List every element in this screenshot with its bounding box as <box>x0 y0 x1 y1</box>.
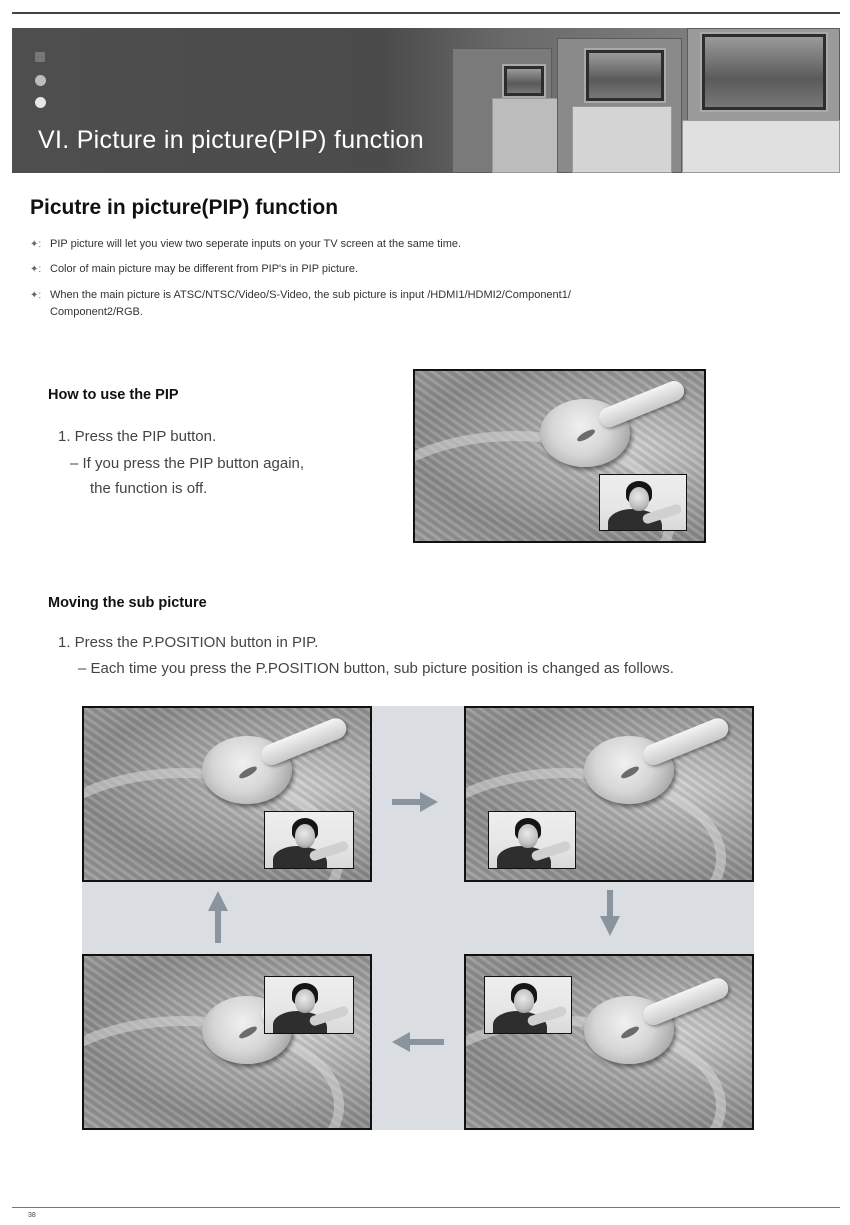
banner-dot-icon <box>35 75 46 86</box>
banner-tv-graphic <box>700 32 828 112</box>
pip-position-top-right <box>82 954 372 1130</box>
bullet-item <box>30 237 461 252</box>
top-divider <box>12 12 840 14</box>
banner-stand-graphic <box>682 120 840 173</box>
banner-tv-graphic <box>584 48 666 103</box>
how-to-step-1: 1. Press the PIP button. <box>58 428 217 445</box>
sub-picture <box>264 976 354 1034</box>
chapter-title: VI. Picture in picture(PIP) function <box>38 126 424 154</box>
banner-tv-graphic <box>502 64 546 98</box>
banner-stand-graphic <box>572 106 672 173</box>
pip-position-bottom-left <box>464 706 754 882</box>
bullet-text: PIP picture will let you view two seperate inputs on your TV screen at the same time. <box>50 238 462 250</box>
banner-dot-icon <box>35 97 46 108</box>
chapter-banner <box>12 28 840 173</box>
bullet-item <box>30 288 571 303</box>
sub-picture <box>264 811 354 869</box>
moving-heading: Moving the sub picture <box>48 595 207 611</box>
moving-step-1-note: – Each time you press the P.POSITION button, sub picture position is changed as follows. <box>78 660 674 677</box>
sub-picture <box>488 811 576 869</box>
how-to-step-1-note: the function is off. <box>90 480 208 497</box>
bullet-item <box>30 262 358 277</box>
pip-position-bottom-right <box>82 706 372 882</box>
bullet-text: Color of main picture may be different from PIP's in PIP picture. <box>50 263 358 275</box>
pip-example-picture <box>413 369 706 543</box>
sub-picture <box>484 976 572 1034</box>
how-to-step-1-note: – If you press the PIP button again, <box>70 455 305 472</box>
pip-position-top-left <box>464 954 754 1130</box>
bottom-divider <box>12 1207 840 1208</box>
sparkle-icon: ✦: <box>30 239 42 250</box>
moving-step-1: 1. Press the P.POSITION button in PIP. <box>58 634 319 651</box>
bullet-text: When the main picture is ATSC/NTSC/Video/S-Video, the sub picture is input /HDMI1/HDMI2/Component1/ <box>50 289 571 301</box>
how-to-use-heading: How to use the PIP <box>48 387 179 403</box>
bullet-continuation: Component2/RGB. <box>50 306 143 318</box>
page-number: 38 <box>28 1212 36 1219</box>
section-heading: Picutre in picture(PIP) function <box>30 196 339 219</box>
sparkle-icon: ✦: <box>30 290 42 301</box>
sparkle-icon: ✦: <box>30 264 42 275</box>
banner-square-icon <box>35 52 45 62</box>
sub-picture <box>599 474 687 531</box>
